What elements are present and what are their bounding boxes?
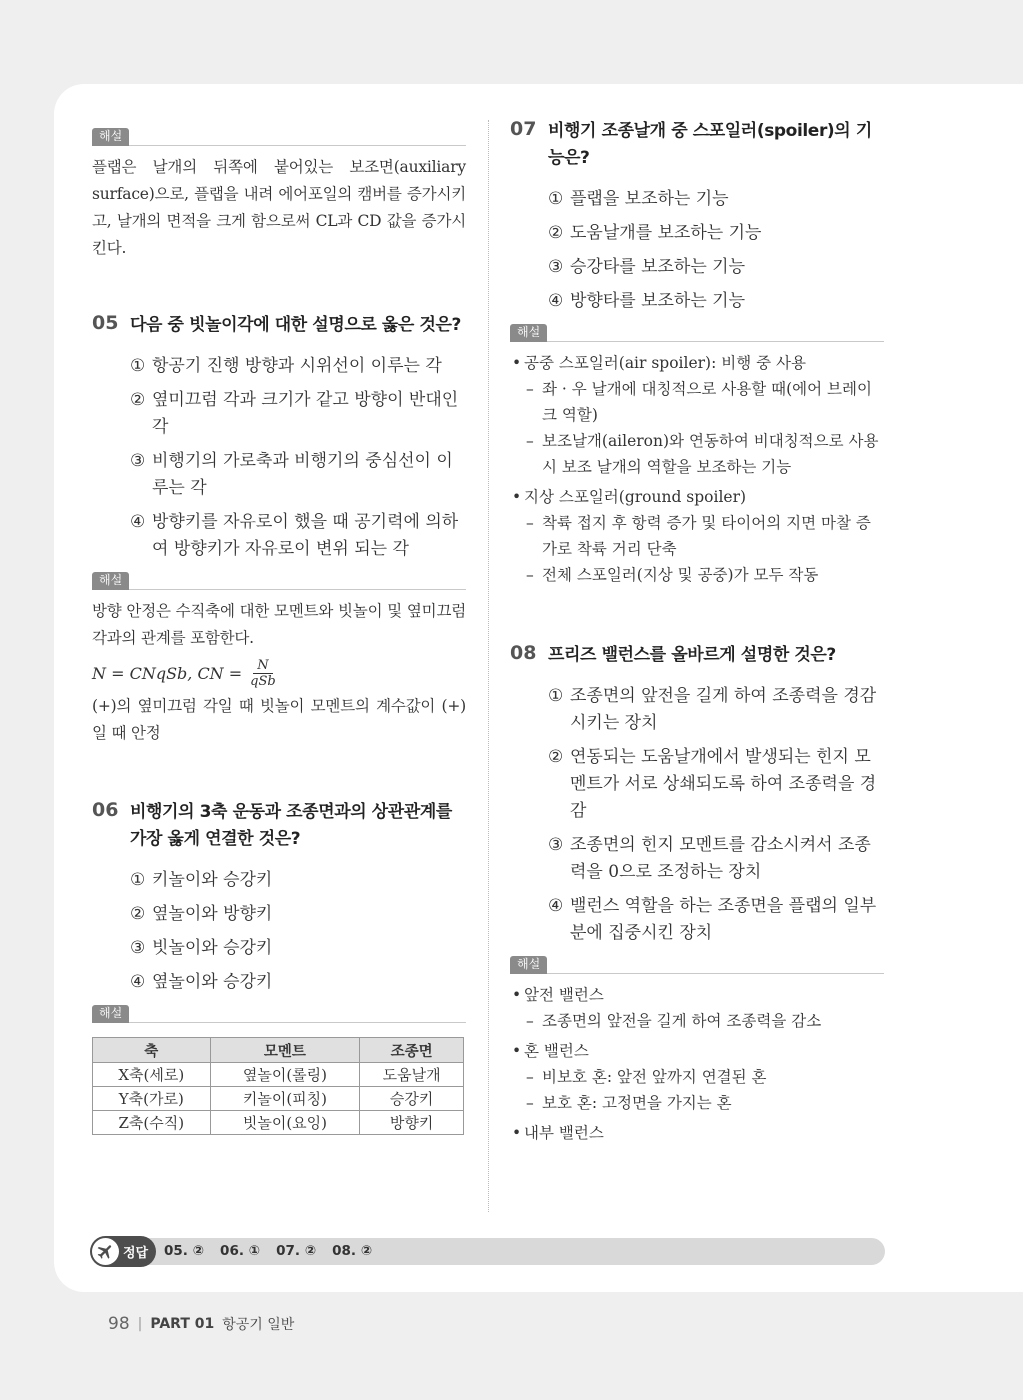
footer-part: PART 01: [150, 1316, 215, 1332]
table-cell: 방향키: [360, 1111, 464, 1135]
table-cell: 빗놀이(요잉): [210, 1111, 360, 1135]
explanation-sub-item: – 비보호 혼: 앞전 앞까지 연결된 혼: [510, 1064, 884, 1090]
explanation-sub-item: – 보조날개(aileron)와 연동하여 비대칭적으로 사용 시 보조 날개의 역할을 보조하는 기능: [510, 428, 884, 480]
explanation-header: [510, 322, 884, 342]
option-mark: ④: [130, 512, 146, 532]
option-text: 옆놀이와 방향키: [152, 904, 273, 924]
explanation-header: [92, 1003, 466, 1023]
question-05: [92, 312, 466, 563]
option-text: 빗놀이와 승강키: [152, 938, 273, 958]
option-1[interactable]: [130, 867, 466, 894]
explanation-tag: 해설: [92, 1005, 129, 1023]
option-text: 승강타를 보조하는 기능: [570, 257, 746, 277]
option-1[interactable]: [548, 683, 884, 737]
table-cell: X축(세로): [93, 1063, 211, 1087]
table-cell: Y축(가로): [93, 1087, 211, 1111]
option-2[interactable]: [548, 744, 884, 825]
explanation-tag: 해설: [92, 128, 129, 146]
explanation-text: 플랩은 날개의 뒤쪽에 붙어있는 보조면(auxiliary surface)으로, 플랩을 내려 에어포일의 캠버를 증가시키고, 날개의 면적을 크게 함으로써 CL과 CD 값을 증가시킨다.: [92, 158, 466, 257]
explanation-sub-item: – 보호 혼: 고정면을 가지는 혼: [510, 1090, 884, 1116]
formula-main: N = CNqSb, CN =: [92, 664, 243, 683]
option-text: 옆놀이와 승강키: [152, 972, 273, 992]
question-text: 다음 중 빗놀이각에 대한 설명으로 옳은 것은?: [130, 315, 461, 335]
table-row: [93, 1063, 464, 1087]
footer-title: 항공기 일반: [222, 1317, 295, 1333]
option-mark: ④: [548, 291, 564, 311]
explanation-bullet: • 내부 밸런스: [510, 1120, 884, 1146]
explanation-sub-item: – 조종면의 앞전을 길게 하여 조종력을 감소: [510, 1008, 884, 1034]
table-row: [93, 1087, 464, 1111]
explanation-text: (+)의 옆미끄럼 각일 때 빗놀이 모멘트의 계수값이 (+)일 때 안정: [92, 697, 466, 742]
explanation-bullet: • 앞전 밸런스: [510, 982, 884, 1008]
option-mark: ③: [548, 835, 564, 855]
table-header-cell: 축: [93, 1038, 211, 1063]
answer-item: 06. ①: [220, 1243, 261, 1259]
option-list: [548, 683, 884, 947]
question-number: 07: [510, 118, 537, 140]
airplane-icon: [92, 1238, 119, 1265]
option-3[interactable]: [548, 254, 884, 281]
option-3[interactable]: [130, 935, 466, 962]
option-3[interactable]: [548, 832, 884, 886]
explanation-header: [510, 954, 884, 974]
table-cell: 키놀이(피칭): [210, 1087, 360, 1111]
table-header-row: [93, 1038, 464, 1063]
option-mark: ①: [130, 870, 146, 890]
option-2[interactable]: [130, 901, 466, 928]
option-mark: ④: [548, 896, 564, 916]
option-4[interactable]: [548, 288, 884, 315]
answer-badge: [90, 1236, 156, 1267]
explanation-sub-item: – 전체 스포일러(지상 및 공중)가 모두 작동: [510, 562, 884, 588]
column-divider: [488, 120, 489, 1212]
option-mark: ③: [130, 451, 146, 471]
question-text: 비행기의 3축 운동과 조종면과의 상관관계를 가장 옳게 연결한 것은?: [130, 802, 452, 849]
option-mark: ②: [130, 904, 146, 924]
question-07: [510, 118, 884, 315]
question-number: 06: [92, 799, 119, 821]
option-text: 비행기의 가로축과 비행기의 중심선이 이루는 각: [152, 451, 453, 498]
question-06: [92, 799, 466, 996]
option-mark: ①: [548, 686, 564, 706]
page-number: 98: [108, 1314, 130, 1334]
option-list: [130, 867, 466, 996]
option-text: 키놀이와 승강키: [152, 870, 273, 890]
option-mark: ③: [548, 257, 564, 277]
option-text: 방향키를 자유로이 했을 때 공기력에 의하여 방향키가 자유로이 변위 되는 각: [152, 512, 459, 559]
axis-table: [92, 1037, 464, 1135]
footer-separator: |: [137, 1316, 143, 1332]
answer-list: [164, 1241, 372, 1262]
explanation-list: [510, 982, 884, 1146]
explanation-tag: 해설: [510, 324, 547, 342]
explanation-bullet: • 공중 스포일러(air spoiler): 비행 중 사용: [510, 350, 884, 376]
option-text: 항공기 진행 방향과 시위선이 이루는 각: [152, 356, 442, 376]
option-text: 방향타를 보조하는 기능: [570, 291, 746, 311]
table-header-cell: 조종면: [360, 1038, 464, 1063]
question-number: 05: [92, 312, 119, 334]
option-text: 조종면의 앞전을 길게 하여 조종력을 경감시키는 장치: [570, 686, 877, 733]
option-text: 연동되는 도움날개에서 발생되는 힌지 모멘트가 서로 상쇄되도록 하여 조종력을 경감: [570, 747, 877, 821]
table-header-cell: 모멘트: [210, 1038, 360, 1063]
explanation-list: [510, 350, 884, 588]
formula: [92, 658, 466, 689]
table-cell: 옆놀이(롤링): [210, 1063, 360, 1087]
answer-item: 07. ②: [276, 1243, 317, 1259]
table-cell: 도움날개: [360, 1063, 464, 1087]
formula-denominator: qSb: [250, 674, 276, 689]
formula-fraction: [250, 658, 276, 689]
option-list: [130, 353, 466, 563]
option-text: 밸런스 역할을 하는 조종면을 플랩의 일부분에 집중시킨 장치: [570, 896, 877, 943]
table-cell: 승강키: [360, 1087, 464, 1111]
option-1[interactable]: [548, 186, 884, 213]
explanation-tag: 해설: [92, 572, 129, 590]
option-list: [548, 186, 884, 315]
option-2[interactable]: [548, 220, 884, 247]
question-number: 08: [510, 642, 537, 664]
table-row: [93, 1111, 464, 1135]
option-mark: ②: [548, 223, 564, 243]
option-mark: ①: [548, 189, 564, 209]
table-cell: Z축(수직): [93, 1111, 211, 1135]
explanation-header: [92, 126, 466, 146]
option-mark: ②: [548, 747, 564, 767]
option-1[interactable]: [130, 353, 466, 380]
option-mark: ③: [130, 938, 146, 958]
option-4[interactable]: [130, 509, 466, 563]
explanation-sub-item: – 착륙 접지 후 항력 증가 및 타이어의 지면 마찰 증가로 착륙 거리 단축: [510, 510, 884, 562]
option-mark: ④: [130, 972, 146, 992]
explanation-sub-item: – 좌 · 우 날개에 대칭적으로 사용할 때(에어 브레이크 역할): [510, 376, 884, 428]
option-4[interactable]: [548, 893, 884, 947]
option-3[interactable]: [130, 448, 466, 502]
option-mark: ②: [130, 390, 146, 410]
option-text: 플랩을 보조하는 기능: [570, 189, 729, 209]
explanation-bullet: • 지상 스포일러(ground spoiler): [510, 484, 884, 510]
question-08: [510, 642, 884, 947]
answer-item: 05. ②: [164, 1243, 205, 1259]
answer-item: 08. ②: [332, 1243, 373, 1259]
option-4[interactable]: [130, 969, 466, 996]
explanation-text: 방향 안정은 수직축에 대한 모멘트와 빗놀이 및 옆미끄럼 각과의 관계를 포함한다.: [92, 602, 466, 647]
left-column: [92, 126, 466, 1135]
answer-label: 정답: [123, 1246, 149, 1261]
page-footer: [108, 1314, 294, 1334]
question-text: 비행기 조종날개 중 스포일러(spoiler)의 기능은?: [548, 121, 872, 168]
option-mark: ①: [130, 356, 146, 376]
question-text: 프리즈 밸런스를 올바르게 설명한 것은?: [548, 645, 836, 665]
explanation-header: [92, 570, 466, 590]
explanation-tag: 해설: [510, 956, 547, 974]
right-column: [510, 118, 884, 1146]
explanation-bullet: • 혼 밸런스: [510, 1038, 884, 1064]
option-text: 도움날개를 보조하는 기능: [570, 223, 762, 243]
option-text: 옆미끄럼 각과 크기가 같고 방향이 반대인 각: [152, 390, 459, 437]
option-text: 조종면의 힌지 모멘트를 감소시켜서 조종력을 0으로 조정하는 장치: [570, 835, 871, 882]
formula-numerator: N: [253, 658, 272, 674]
option-2[interactable]: [130, 387, 466, 441]
